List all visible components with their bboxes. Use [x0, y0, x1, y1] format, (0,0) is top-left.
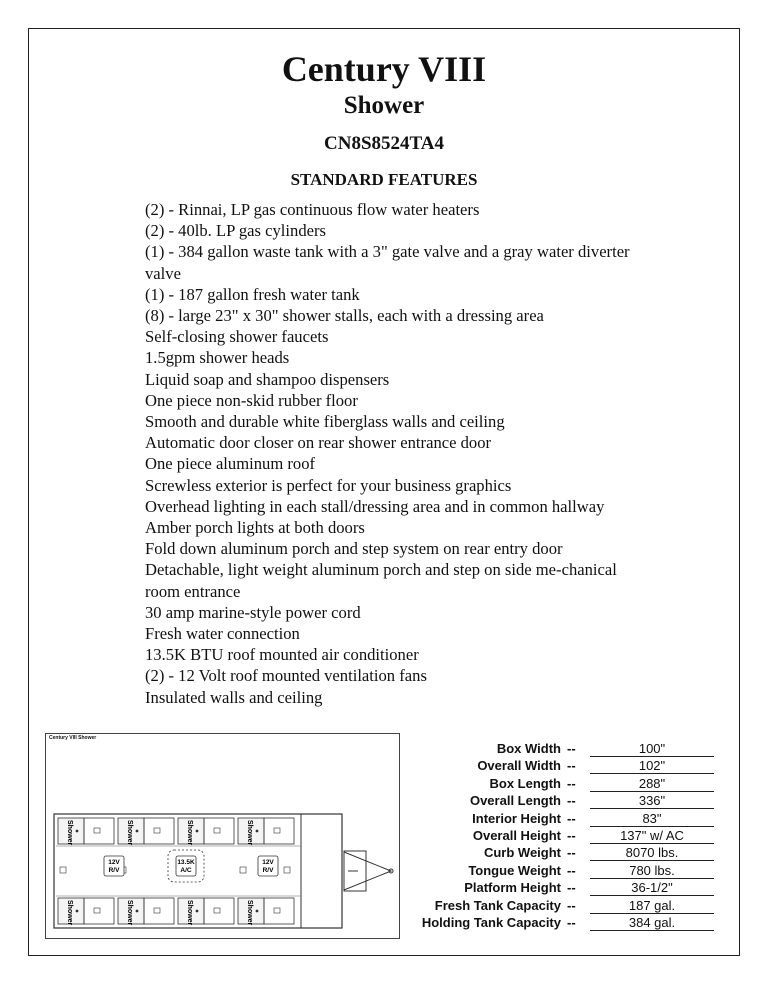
hallway-fixture — [284, 867, 290, 873]
vent-fan-label: R/V — [108, 867, 120, 874]
feature-item: 1.5gpm shower heads — [145, 348, 290, 368]
drain-mark — [256, 910, 259, 913]
drain-mark — [136, 910, 139, 913]
spec-dash: -- — [567, 810, 576, 826]
dressing-area — [204, 898, 234, 924]
feature-item: (2) - 40lb. LP gas cylinders — [145, 221, 326, 241]
floor-plan-title: Century VIII Shower — [49, 735, 97, 741]
feature-item: Fresh water connection — [145, 624, 300, 644]
vent-fan-label: 12V — [262, 859, 274, 866]
spec-row — [395, 828, 725, 845]
vent-fan-label: R/V — [262, 867, 274, 874]
hallway-fixture — [60, 867, 66, 873]
spec-value: 384 gal. — [590, 915, 714, 931]
spec-dash: -- — [567, 758, 576, 774]
spec-row — [395, 915, 725, 932]
spec-row — [395, 863, 725, 880]
document-title: Century VIII — [281, 49, 487, 89]
drain-mark — [256, 830, 259, 833]
spec-value: 288" — [590, 776, 714, 792]
feature-item: One piece non-skid rubber floor — [145, 390, 358, 410]
dressing-area — [84, 818, 114, 844]
spec-value: 100" — [590, 741, 714, 757]
spec-value: 187 gal. — [590, 898, 714, 914]
model-number: CN8S8524TA4 — [324, 133, 444, 154]
spec-label: Holding Tank Capacity — [421, 915, 561, 930]
bench-mark — [274, 828, 280, 833]
spec-dash: -- — [567, 862, 576, 878]
feature-item: Automatic door closer on rear shower entrance door — [145, 433, 492, 453]
spec-dash: -- — [567, 741, 576, 756]
feature-item: (1) - 187 gallon fresh water tank — [145, 284, 360, 304]
feature-item: (2) - 12 Volt roof mounted ventilation fans — [145, 666, 427, 686]
spec-label: Tongue Weight — [468, 862, 561, 878]
spec-label: Box Width — [496, 741, 561, 756]
spec-label: Overall Length — [469, 793, 561, 809]
stall-label: Shower — [186, 900, 193, 926]
dressing-area — [144, 898, 174, 924]
dressing-area — [204, 818, 234, 844]
spec-dash: -- — [567, 775, 576, 791]
spec-row — [395, 793, 725, 810]
spec-value: 780 lbs. — [590, 863, 714, 879]
feature-item: Amber porch lights at both doors — [145, 518, 365, 538]
stall-label: Shower — [126, 900, 133, 926]
feature-item: (1) - 384 gallon waste tank with a 3" gate valve and a gray water diverter valve — [145, 242, 630, 283]
spec-row — [395, 898, 725, 915]
document-subtitle: Shower — [343, 92, 425, 119]
spec-value: 36-1/2" — [590, 880, 714, 896]
feature-item: Fold down aluminum porch and step system on rear entry door — [145, 539, 563, 559]
spec-dash: -- — [567, 793, 576, 809]
spec-label: Overall Height — [472, 828, 561, 843]
spec-row — [395, 776, 725, 793]
spec-label: Curb Weight — [483, 845, 561, 861]
spec-label: Fresh Tank Capacity — [434, 897, 561, 913]
spec-value: 8070 lbs. — [590, 845, 714, 861]
bench-mark — [94, 828, 100, 833]
air-conditioner-label: 13.5K — [177, 859, 195, 866]
bench-mark — [274, 908, 280, 913]
vent-fan-label: 12V — [108, 859, 120, 866]
dressing-area — [264, 818, 294, 844]
spec-row — [395, 741, 725, 758]
feature-item: Insulated walls and ceiling — [145, 687, 323, 707]
bench-mark — [94, 908, 100, 913]
feature-item: Overhead lighting in each stall/dressing area and in common hallway — [145, 496, 605, 516]
feature-item: (8) - large 23" x 30" shower stalls, each with a dressing area — [145, 306, 544, 326]
air-conditioner-label: A/C — [180, 867, 192, 874]
stall-label: Shower — [66, 900, 73, 926]
drain-mark — [76, 910, 79, 913]
feature-item: Liquid soap and shampoo dispensers — [145, 369, 390, 389]
spec-row — [395, 845, 725, 862]
feature-item: Detachable, light weight aluminum porch and step on side me-chanical room entrance — [145, 560, 617, 601]
spec-label: Overall Width — [477, 758, 561, 774]
spec-dash: -- — [567, 915, 576, 930]
feature-item: Self-closing shower faucets — [145, 327, 329, 347]
feature-item: Screwless exterior is perfect for your business graphics — [145, 475, 512, 495]
floor-plan-drawing — [46, 734, 399, 938]
drain-mark — [76, 830, 79, 833]
spec-row — [395, 758, 725, 775]
feature-item: 30 amp marine-style power cord — [145, 602, 361, 622]
spec-row — [395, 880, 725, 897]
feature-item: Smooth and durable white fiberglass walls and ceiling — [145, 412, 505, 432]
stall-label: Shower — [126, 820, 133, 846]
hallway-fixture — [240, 867, 246, 873]
feature-item: One piece aluminum roof — [145, 454, 316, 474]
feature-item: 13.5K BTU roof mounted air conditioner — [145, 645, 419, 665]
drain-mark — [196, 830, 199, 833]
stall-label: Shower — [246, 900, 253, 926]
spec-label: Platform Height — [464, 880, 561, 896]
drain-mark — [196, 910, 199, 913]
features-list — [145, 199, 645, 708]
spec-dash: -- — [567, 880, 576, 896]
spec-dash: -- — [567, 845, 576, 861]
spec-dash: -- — [567, 897, 576, 913]
spec-value: 137" w/ AC — [590, 828, 714, 844]
dressing-area — [84, 898, 114, 924]
dressing-area — [144, 818, 174, 844]
stall-label: Shower — [246, 820, 253, 846]
spec-dash: -- — [567, 828, 576, 843]
floor-plan — [45, 733, 400, 939]
bench-mark — [154, 828, 160, 833]
stall-label: Shower — [66, 820, 73, 846]
bench-mark — [214, 828, 220, 833]
stall-label: Shower — [186, 820, 193, 846]
bench-mark — [214, 908, 220, 913]
spec-value: 336" — [590, 793, 714, 809]
spec-value: 83" — [590, 811, 714, 827]
feature-item: (2) - Rinnai, LP gas continuous flow water heaters — [145, 200, 480, 219]
spec-label: Box Length — [489, 775, 561, 791]
spec-value: 102" — [590, 758, 714, 774]
bench-mark — [154, 908, 160, 913]
section-heading: STANDARD FEATURES — [290, 170, 478, 189]
dressing-area — [264, 898, 294, 924]
spec-label: Interior Height — [472, 810, 561, 826]
spec-row — [395, 811, 725, 828]
drain-mark — [136, 830, 139, 833]
